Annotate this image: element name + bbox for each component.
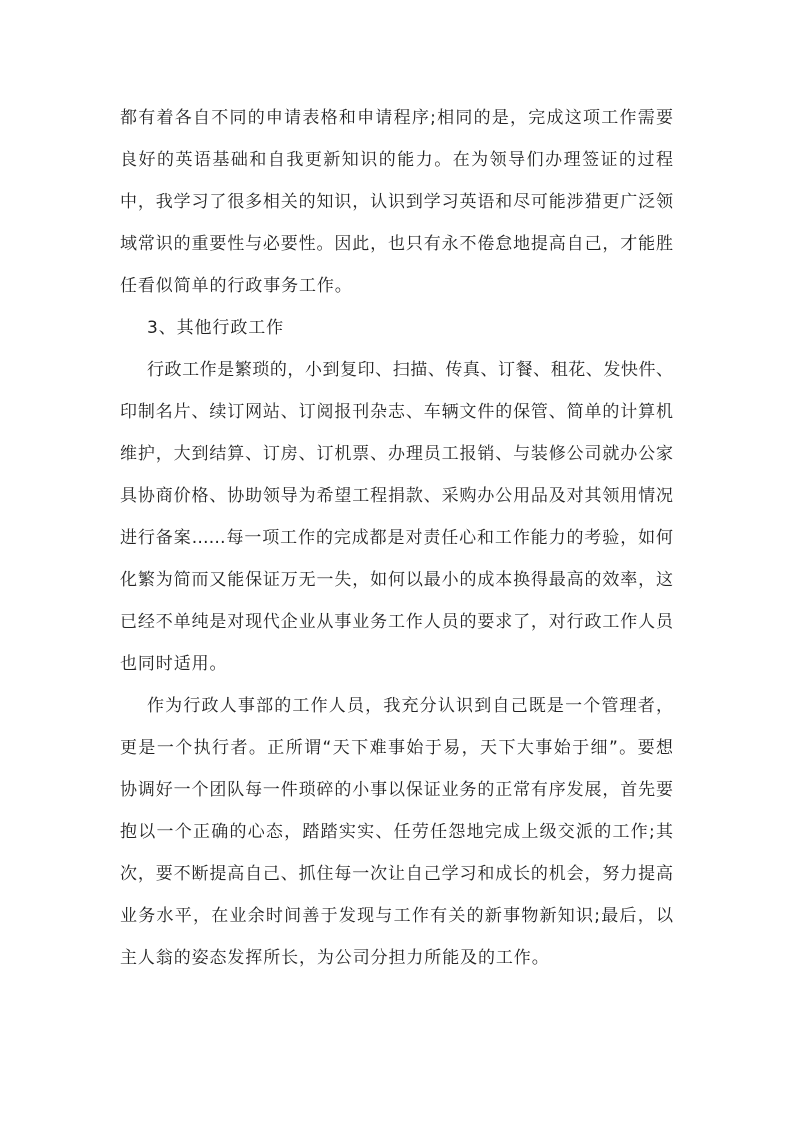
paragraph-line: 域常识的重要性与必要性。因此，也只有永不倦怠地提高自己，才能胜 (120, 234, 673, 254)
paragraph-line: 行政工作是繁琐的，小到复印、扫描、传真、订餐、租花、发快件、 (147, 360, 673, 380)
paragraph-line: 更是一个执行者。正所谓“天下难事始于易，天下大事始于细”。要想 (120, 738, 673, 758)
paragraph-line: 作为行政人事部的工作人员，我充分认识到自己既是一个管理者， (147, 696, 673, 716)
paragraph-line: 也同时适用。 (120, 654, 228, 674)
paragraph-line: 都有着各自不同的申请表格和申请程序;相同的是，完成这项工作需要 (120, 108, 673, 128)
paragraph-line: 化繁为简而又能保证万无一失，如何以最小的成本换得最高的效率，这 (120, 570, 673, 590)
paragraph-line: 中，我学习了很多相关的知识，认识到学习英语和尽可能涉猎更广泛领 (120, 192, 673, 212)
paragraph-line: 次，要不断提高自己、抓住每一次让自己学习和成长的机会，努力提高 (120, 864, 673, 884)
paragraph-line: 已经不单纯是对现代企业从事业务工作人员的要求了，对行政工作人员 (120, 612, 673, 632)
paragraph-line: 良好的英语基础和自我更新知识的能力。在为领导们办理签证的过程 (120, 150, 673, 170)
paragraph-line: 业务水平，在业余时间善于发现与工作有关的新事物新知识;最后，以 (120, 906, 673, 926)
paragraph-line: 进行备案……每一项工作的完成都是对责任心和工作能力的考验，如何 (120, 528, 673, 548)
paragraph-line: 抱以一个正确的心态，踏踏实实、任劳任怨地完成上级交派的工作;其 (120, 822, 673, 842)
paragraph-line: 任看似简单的行政事务工作。 (120, 276, 353, 296)
paragraph-line: 协调好一个团队每一件琐碎的小事以保证业务的正常有序发展，首先要 (120, 780, 673, 800)
paragraph-line: 具协商价格、协助领导为希望工程捐款、采购办公用品及对其领用情况 (120, 486, 673, 506)
section-heading: 3、其他行政工作 (147, 318, 285, 338)
paragraph-line: 维护，大到结算、订房、订机票、办理员工报销、与装修公司就办公家 (120, 444, 673, 464)
paragraph-line: 印制名片、续订网站、订阅报刊杂志、车辆文件的保管、简单的计算机 (120, 402, 673, 422)
paragraph-line: 主人翁的姿态发挥所长，为公司分担力所能及的工作。 (120, 948, 550, 968)
